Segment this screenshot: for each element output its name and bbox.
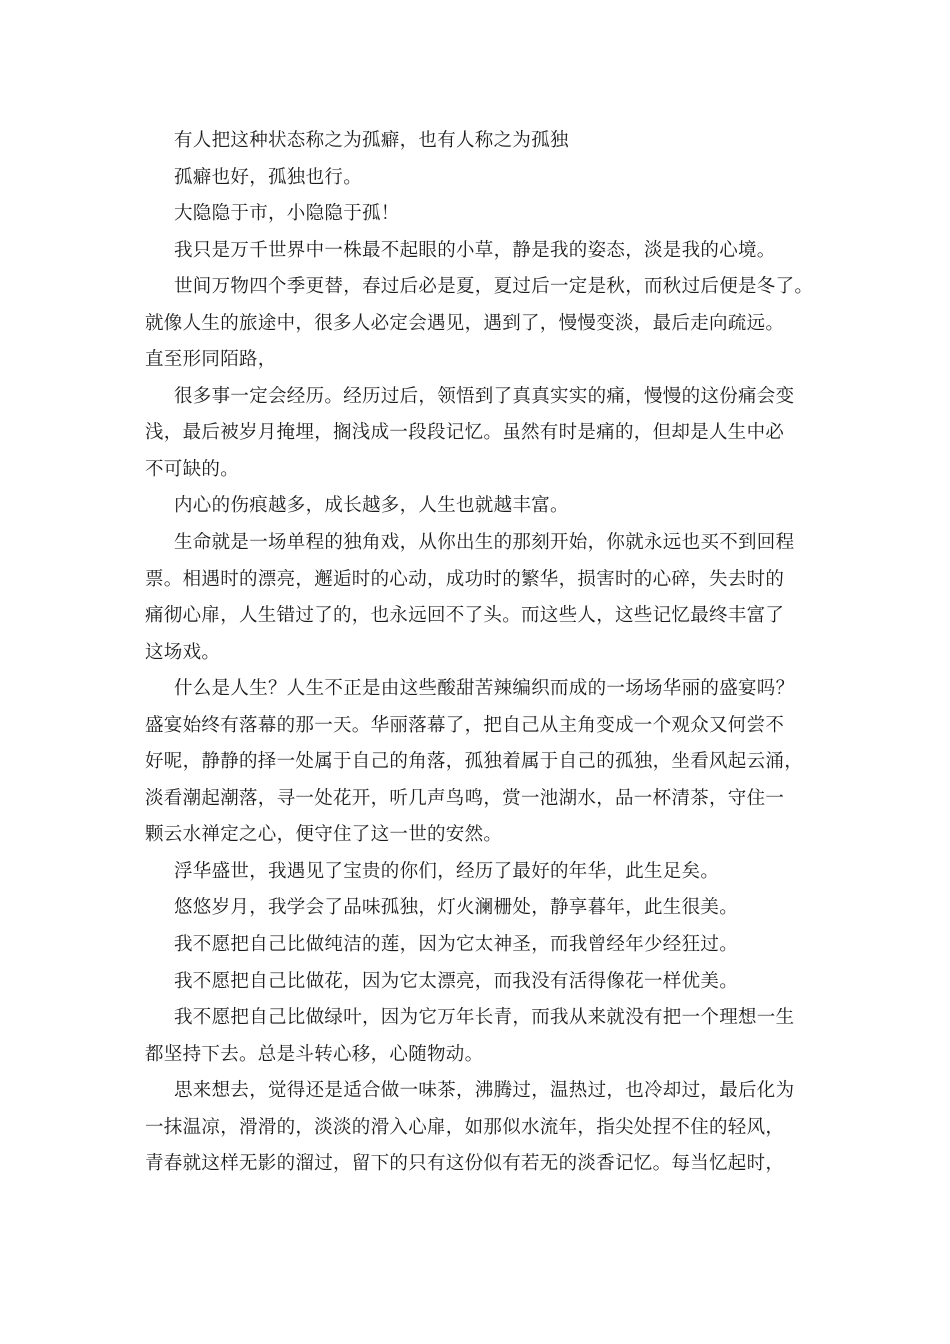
text-line: 我只是万千世界中一株最不起眼的小草，静是我的姿态，淡是我的心境。 <box>174 239 776 261</box>
text-line: 痛彻心扉，人生错过了的，也永远回不了头。而这些人，这些记忆最终丰富了 <box>145 605 785 627</box>
text-line: 悠悠岁月，我学会了品味孤独，灯火澜栅处，静享暮年，此生很美。 <box>174 897 739 919</box>
text-line: 颗云水禅定之心，便守住了这一世的安然。 <box>145 824 503 846</box>
text-line: 青春就这样无影的溜过，留下的只有这份似有若无的淡香记忆。每当忆起时， <box>145 1153 785 1175</box>
text-line: 生命就是一场单程的独角戏，从你出生的那刻开始，你就永远也买不到回程 <box>174 532 795 554</box>
text-line: 很多事一定会经历。经历过后，领悟到了真真实实的痛，慢慢的这份痛会变 <box>174 385 795 407</box>
text-line: 我不愿把自己比做花，因为它太漂亮，而我没有活得像花一样优美。 <box>174 970 739 992</box>
text-line: 浮华盛世，我遇见了宝贵的你们，经历了最好的年华，此生足矣。 <box>174 860 720 882</box>
text-line: 有人把这种状态称之为孤癖，也有人称之为孤独 <box>174 130 569 151</box>
text-line: 大隐隐于市，小隐隐于孤！ <box>174 203 400 225</box>
text-line: 内心的伤痕越多，成长越多，人生也就越丰富。 <box>174 495 569 517</box>
text-line: 世间万物四个季更替，春过后必是夏，夏过后一定是秋，而秋过后便是冬了。 <box>174 276 814 298</box>
text-line: 好呢，静静的择一处属于自己的角落，孤独着属于自己的孤独，坐看风起云涌， <box>145 751 804 773</box>
essay-body <box>145 123 825 1183</box>
text-line: 我不愿把自己比做绿叶，因为它万年长青，而我从来就没有把一个理想一生 <box>174 1007 795 1029</box>
text-line: 都坚持下去。总是斗转心移，心随物动。 <box>145 1043 484 1065</box>
text-line: 孤癖也好，孤独也行。 <box>174 166 363 188</box>
text-line: 思来想去，觉得还是适合做一味茶，沸腾过，温热过，也冷却过，最后化为 <box>174 1080 795 1102</box>
text-line: 一抹温凉，滑滑的，淡淡的滑入心扉，如那似水流年，指尖处捏不住的轻风， <box>145 1116 785 1138</box>
text-line: 这场戏。 <box>145 641 221 663</box>
text-line: 什么是人生？人生不正是由这些酸甜苦辣编织而成的一场场华丽的盛宴吗？ <box>174 678 795 700</box>
text-line: 淡看潮起潮落，寻一处花开，听几声鸟鸣，赏一池湖水，品一杯清茶，守住一 <box>145 787 785 809</box>
text-line: 我不愿把自己比做纯洁的莲，因为它太神圣，而我曾经年少经狂过。 <box>174 934 739 956</box>
text-line: 直至形同陌路， <box>145 349 277 371</box>
text-line: 不可缺的。 <box>145 458 240 480</box>
text-line: 盛宴始终有落幕的那一天。华丽落幕了，把自己从主角变成一个观众又何尝不 <box>145 714 785 736</box>
text-line: 就像人生的旅途中，很多人必定会遇见，遇到了，慢慢变淡，最后走向疏远。 <box>145 312 785 334</box>
text-line: 浅，最后被岁月掩埋，搁浅成一段段记忆。虽然有时是痛的，但却是人生中必 <box>145 422 785 444</box>
text-line: 票。相遇时的漂亮，邂逅时的心动，成功时的繁华，损害时的心碎，失去时的 <box>145 568 785 590</box>
